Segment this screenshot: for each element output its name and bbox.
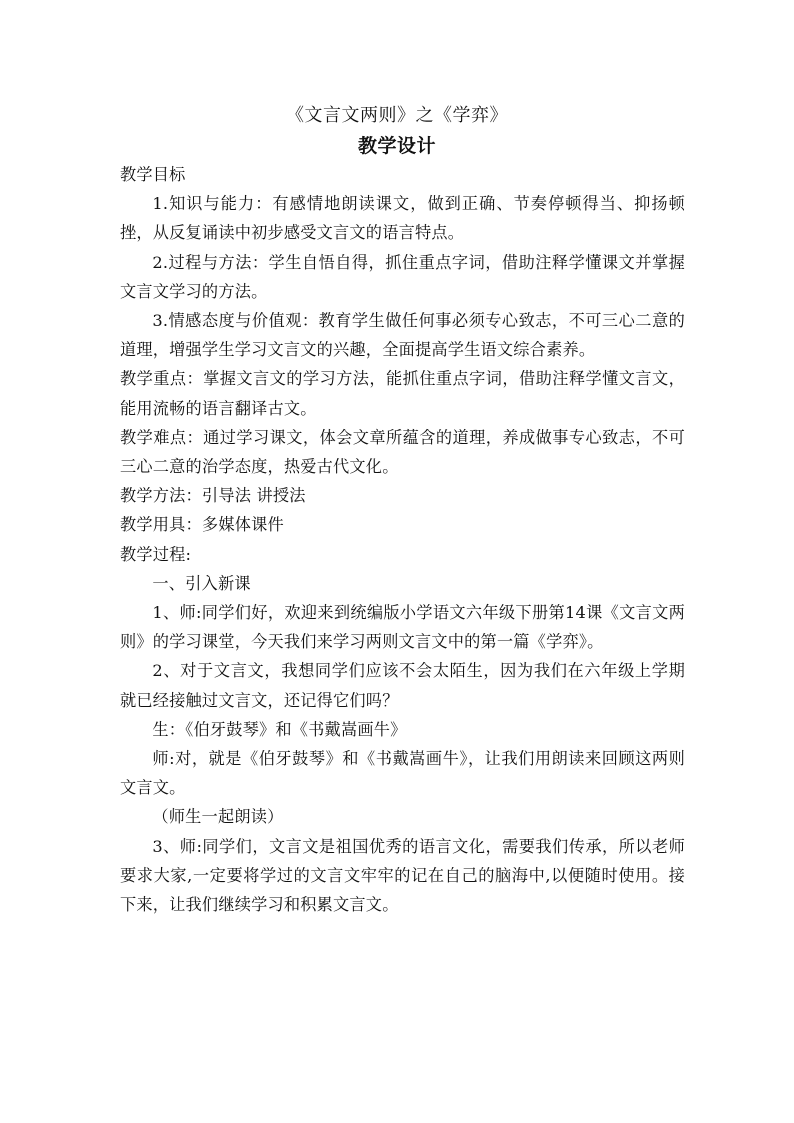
goal-item-1: 1.知识与能力：有感情地朗读课文，做到正确、节奏停顿得当、抑扬顿挫，从反复诵读中初步感受文言文的语言特点。 bbox=[120, 194, 685, 243]
goal-item-2: 2.过程与方法：学生自悟自得，抓住重点字词，借助注释学懂课文并掌握文言文学习的方法。 bbox=[120, 252, 685, 301]
teacher-reply: 师:对，就是《伯牙鼓琴》和《书戴嵩画牛》，让我们用朗读来回顾这两则文言文。 bbox=[120, 749, 685, 798]
document-subtitle: 教学设计 bbox=[357, 135, 436, 157]
document-title: 《文言文两则》之《学弈》 bbox=[286, 105, 508, 126]
teaching-methods: 教学方法：引导法 讲授法 bbox=[120, 486, 306, 506]
read-together-note: （师生一起朗读） bbox=[152, 807, 284, 827]
paragraph-1: 1、师:同学们好，欢迎来到统编版小学语文六年级下册第14课《文言文两则》的学习课堂，今天我们来学习两则文言文中的第一篇《学弈》。 bbox=[120, 603, 685, 652]
process-heading: 教学过程: bbox=[120, 544, 192, 564]
step-1-heading: 一、引入新课 bbox=[152, 573, 251, 593]
teaching-tools: 教学用具：多媒体课件 bbox=[120, 515, 284, 535]
student-answer: 生：《伯牙鼓琴》和《书戴嵩画牛》 bbox=[152, 719, 407, 739]
goal-item-3: 3.情感态度与价值观：教育学生做任何事必须专心致志，不可三心二意的道理，增强学生学习文言文的兴趣，全面提高学生语文综合素养。 bbox=[120, 311, 685, 360]
paragraph-3: 3、师:同学们，文言文是祖国优秀的语言文化，需要我们传承，所以老师要求大家,一定要将学过的文言文牢牢的记在自己的脑海中,以便随时使用。接下来，让我们继续学习和积累文言文。 bbox=[120, 836, 685, 915]
key-points: 教学重点：掌握文言文的学习方法，能抓住重点字词，借助注释学懂文言文，能用流畅的语言翻译古文。 bbox=[120, 369, 685, 418]
goals-heading: 教学目标 bbox=[120, 165, 186, 184]
paragraph-2: 2、对于文言文，我想同学们应该不会太陌生，因为我们在六年级上学期就已经接触过文言文，还记得它们吗？ bbox=[120, 661, 685, 710]
document-body bbox=[120, 160, 685, 919]
difficulties: 教学难点：通过学习课文，体会文章所蕴含的道理，养成做事专心致志，不可三心二意的治学态度，热爱古代文化。 bbox=[120, 427, 685, 477]
